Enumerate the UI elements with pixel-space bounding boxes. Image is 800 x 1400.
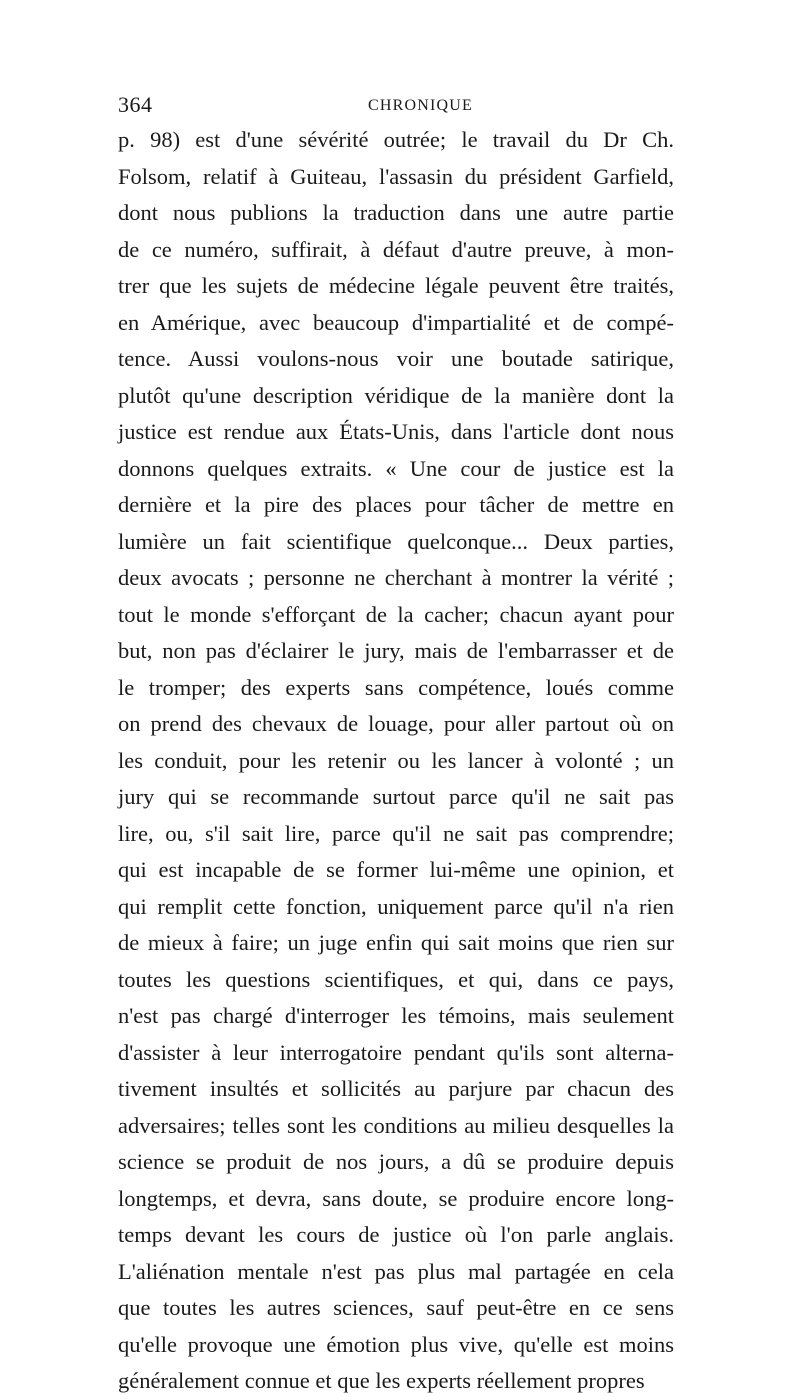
- text-line: p. 98) est d'une sévérité outrée; le travail du Dr Ch.: [118, 127, 674, 152]
- text-line: de ce numéro, suffirait, à défaut d'autre preuve, à mon-: [118, 236, 674, 262]
- text-line: adversaires; telles sont les conditions au milieu desquelles la: [118, 1112, 674, 1138]
- text-line: L'aliénation mentale n'est pas plus mal partagée en cela: [118, 1258, 674, 1284]
- text-line: science se produit de nos jours, a dû se produire depuis: [118, 1149, 674, 1174]
- text-line: dernière et la pire des places pour tâcher de mettre en: [118, 492, 674, 517]
- text-line: tout le monde s'efforçant de la cacher; chacun ayant pour: [118, 601, 674, 627]
- page-number: 364: [118, 92, 153, 117]
- text-line: le tromper; des experts sans compétence, loués comme: [118, 674, 674, 700]
- text-line: on prend des chevaux de louage, pour aller partout où on: [118, 711, 674, 736]
- text-line: qui est incapable de se former lui-même une opinion, et: [118, 857, 674, 882]
- text-line: d'assister à leur interrogatoire pendant qu'ils sont alterna-: [118, 1039, 674, 1065]
- text-line: plutôt qu'une description véridique de la manière dont la: [118, 382, 674, 408]
- body-text: [118, 122, 674, 1400]
- text-line: justice est rendue aux États-Unis, dans l'article dont nous: [118, 419, 674, 444]
- text-line: lumière un fait scientifique quelconque... Deux parties,: [118, 528, 674, 554]
- text-line: trer que les sujets de médecine légale peuvent être traités,: [118, 273, 674, 298]
- text-line: n'est pas chargé d'interroger les témoins, mais seulement: [118, 1003, 674, 1028]
- text-line: Folsom, relatif à Guiteau, l'assasin du président Garfield,: [118, 163, 674, 189]
- text-line: toutes les questions scientifiques, et qui, dans ce pays,: [118, 966, 674, 992]
- text-line: deux avocats ; personne ne cherchant à montrer la vérité ;: [118, 565, 674, 590]
- text-line: lire, ou, s'il sait lire, parce qu'il ne sait pas comprendre;: [118, 820, 674, 846]
- text-line: les conduit, pour les retenir ou les lancer à volonté ; un: [118, 747, 674, 773]
- page-header: [118, 92, 674, 122]
- text-line: tence. Aussi voulons-nous voir une boutade satirique,: [118, 346, 674, 371]
- text-line: longtemps, et devra, sans doute, se produire encore long-: [118, 1185, 674, 1211]
- text-line: dont nous publions la traduction dans une autre partie: [118, 200, 674, 225]
- text-line: donnons quelques extraits. « Une cour de justice est la: [118, 455, 674, 481]
- text-line: qu'elle provoque une émotion plus vive, qu'elle est moins: [118, 1331, 674, 1357]
- running-head: CHRONIQUE: [368, 97, 474, 114]
- text-line: en Amérique, avec beaucoup d'impartialité et de compé-: [118, 309, 674, 335]
- text-line: but, non pas d'éclairer le jury, mais de l'embarrasser et de: [118, 638, 674, 663]
- text-line: temps devant les cours de justice où l'on parle anglais.: [118, 1222, 674, 1247]
- text-line: de mieux à faire; un juge enfin qui sait moins que rien sur: [118, 930, 674, 955]
- text-line: généralement connue et que les experts réellement propres: [118, 1368, 645, 1393]
- text-line: jury qui se recommande surtout parce qu'il ne sait pas: [118, 784, 674, 809]
- text-line: qui remplit cette fonction, uniquement parce qu'il n'a rien: [118, 893, 674, 919]
- text-line: que toutes les autres sciences, sauf peut-être en ce sens: [118, 1295, 674, 1320]
- text-line: tivement insultés et sollicités au parjure par chacun des: [118, 1076, 674, 1101]
